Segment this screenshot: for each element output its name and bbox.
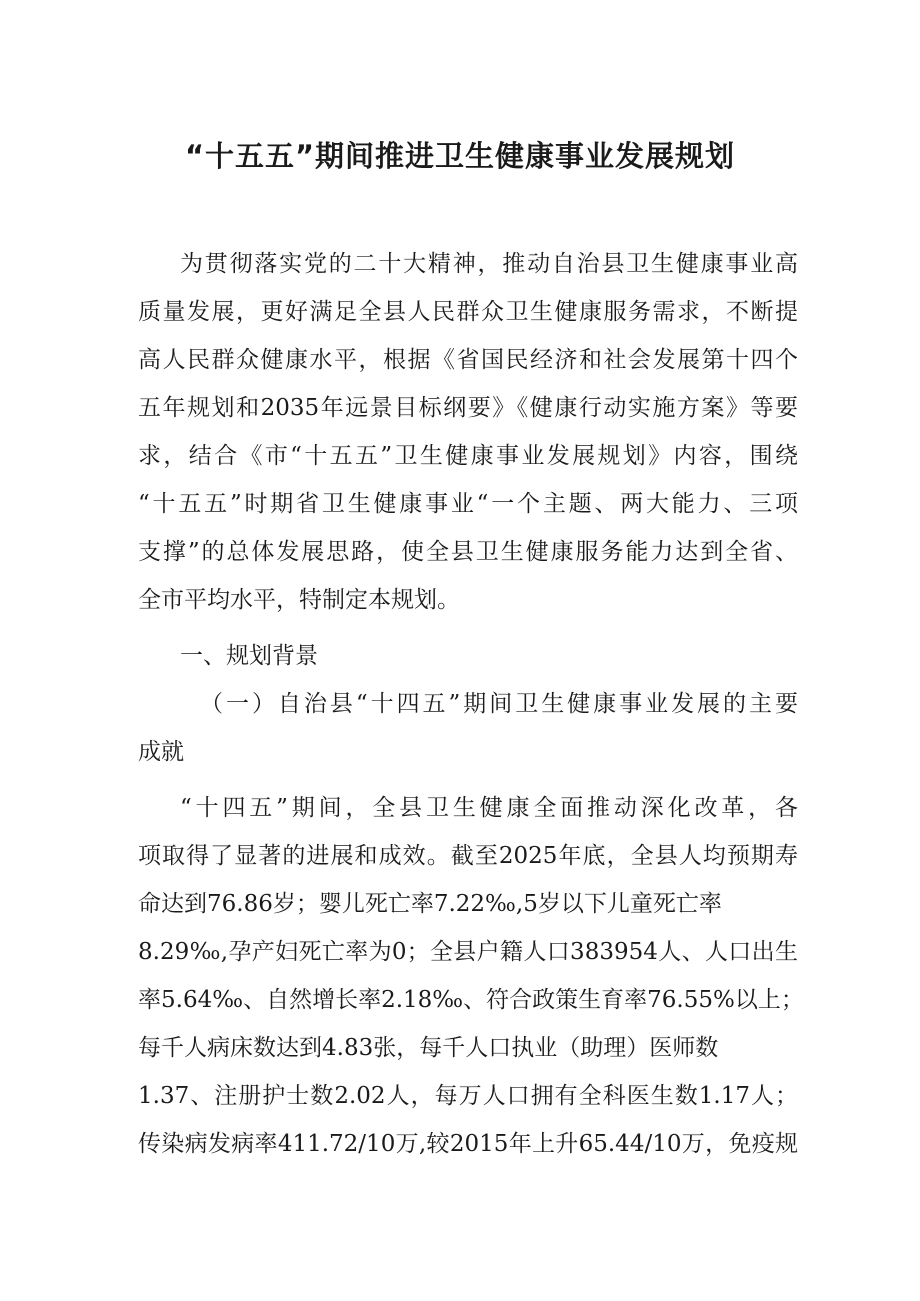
body-line-2: 项取得了显著的进展和成效。截至2025年底，全县人均预期寿 bbox=[138, 843, 798, 869]
body-line-8: 传染病发病率411.72/10万,较2015年上升65.44/10万，免疫规 bbox=[138, 1131, 798, 1157]
section-heading: 一、规划背景 bbox=[180, 643, 318, 669]
intro-line-5: 求，结合《市“十五五”卫生健康事业发展规划》内容，围绕 bbox=[138, 443, 798, 469]
body-line-5: 率5.64‰、自然增长率2.18‰、符合政策生育率76.55%以上； bbox=[138, 987, 804, 1013]
intro-line-8: 全市平均水平，特制定本规划。 bbox=[138, 587, 460, 613]
body-line-1: “十四五”期间，全县卫生健康全面推动深化改革，各 bbox=[180, 795, 798, 821]
intro-line-4: 五年规划和2035年远景目标纲要》《健康行动实施方案》等要 bbox=[138, 395, 798, 421]
body-line-7: 1.37、注册护士数2.02人，每万人口拥有全科医生数1.17人； bbox=[138, 1083, 798, 1109]
intro-line-3: 高人民群众健康水平，根据《省国民经济和社会发展第十四个 bbox=[138, 347, 798, 373]
body-line-3: 命达到76.86岁；婴儿死亡率7.22‰,5岁以下儿童死亡率 bbox=[138, 891, 722, 917]
intro-line-6: “十五五”时期省卫生健康事业“一个主题、两大能力、三项 bbox=[138, 491, 798, 517]
body-line-6: 每千人病床数达到4.83张，每千人口执业（助理）医师数 bbox=[138, 1035, 719, 1061]
intro-line-1: 为贯彻落实党的二十大精神，推动自治县卫生健康事业高 bbox=[180, 251, 798, 277]
document-title: “十五五”期间推进卫生健康事业发展规划 bbox=[184, 139, 736, 173]
subsection-heading-line-2: 成就 bbox=[138, 739, 184, 765]
subsection-heading-line-1: （一）自治县“十四五”期间卫生健康事业发展的主要 bbox=[200, 691, 798, 717]
intro-line-7: 支撑”的总体发展思路，使全县卫生健康服务能力达到全省、 bbox=[138, 539, 798, 565]
body-line-4: 8.29‰,孕产妇死亡率为0；全县户籍人口383954人、人口出生 bbox=[138, 939, 798, 965]
intro-line-2: 质量发展，更好满足全县人民群众卫生健康服务需求，不断提 bbox=[138, 299, 798, 325]
